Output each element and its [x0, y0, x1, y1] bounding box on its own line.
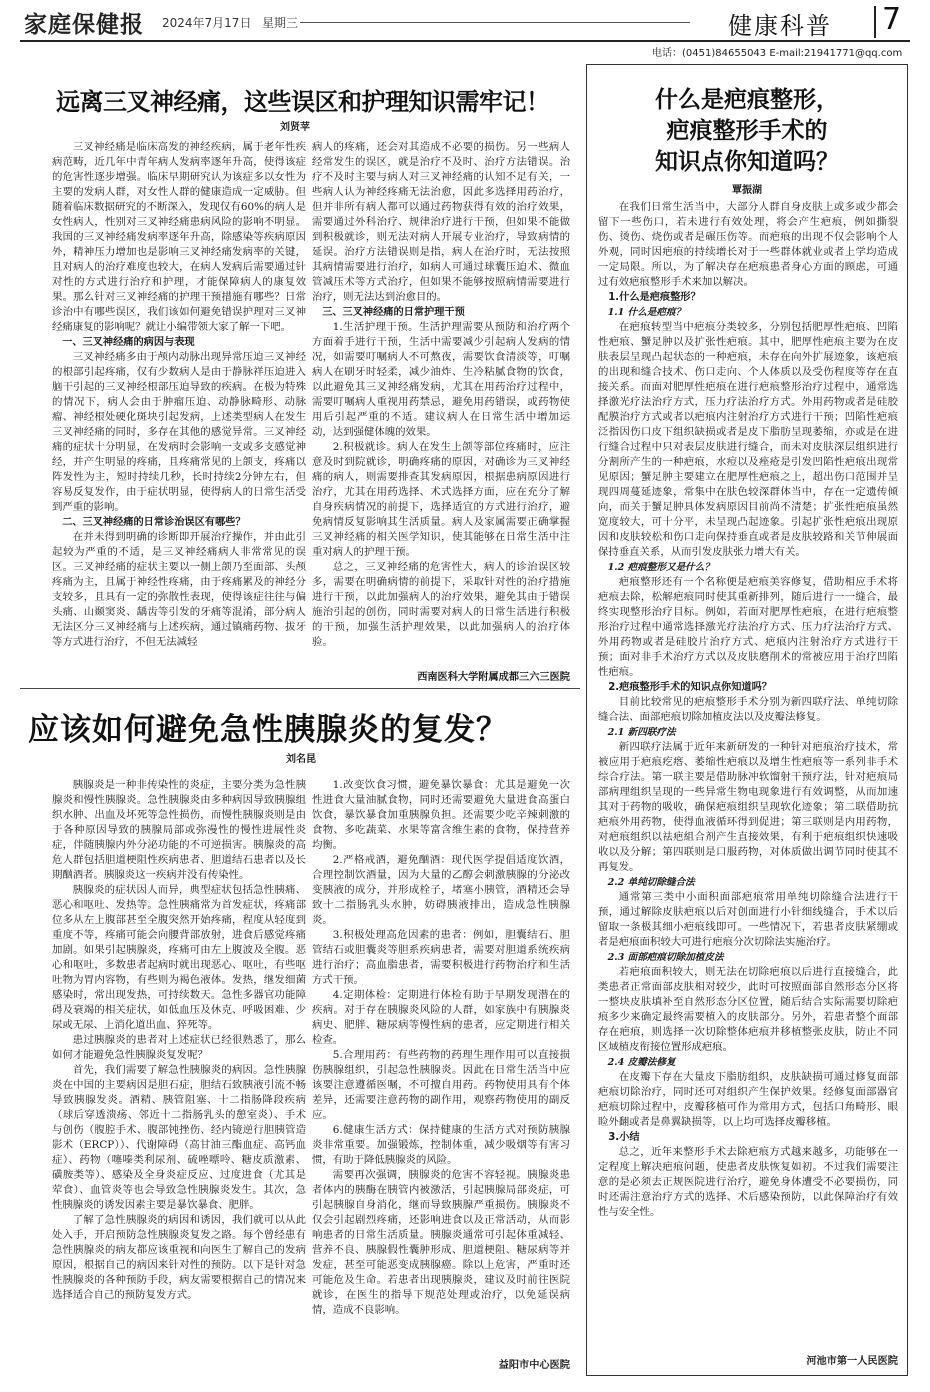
paragraph: 2.积极就诊。病人在发生上颌等部位疼痛时，应注意及时到院就诊，明确疼痛的原因，对确诊为三叉神经痛的病人，则需要排查其发病原因，根据患病原因进行治疗，尤其在用药选择、术式选择方面，应在充分了解自身疾病情况的前提下，选择适宜的方式进行治疗，避免病情反复影响其生活质量。病人及家属需要正确掌握三叉神经痛的相关医学知识，使其能够在日常生活中注重对病人的护理干预。 [312, 441, 570, 558]
article-column [52, 140, 306, 680]
section-name: 健康科普 [728, 12, 832, 40]
minor-heading: 2.4 皮瓣法修复 [607, 1057, 676, 1068]
subheading: 二、三叉神经痛的日常诊治误区有哪些？ [62, 517, 246, 528]
paragraph: 3.积极处理高危因素的患者：例如，胆囊结石、胆管结石或胆囊炎等胆系疾病患者，需要对胆道系统疾病进行治疗；高血脂患者，需要积极进行药物治疗和生活方式干预。 [312, 929, 570, 986]
article-column [312, 140, 570, 665]
minor-heading: 2.1 新四联疗法 [607, 727, 676, 738]
paragraph: 在我们日常生活当中，大部分人群自身皮肤上或多或少都会留下一些伤口，若未进行有效处理，将会产生疤痕，例如撕裂伤、烫伤、烧伤或者是碾压伤等。而疤痕的出现不仅会影响个人外观，同时因疤痕的持续增长对于一些群体就业或者上学均造成一定局限。所以，为了解决存在疤痕患者身心方面的顾虑，可通过有效疤痕整形手术来加以解决。 [598, 201, 898, 288]
paragraph: 总之，近年来整形手术去除疤痕方式越来越多，功能够在一定程度上解决疤痕问题，使患者皮肤恢复如初。不过我们需要注意的是必须去正规医院进行治疗，避免身体遭受不必要损伤，同时还需注意治疗方式的选择、术后感染预防，以此保障治疗有效性与安全性。 [598, 1146, 898, 1218]
masthead-rule [300, 22, 690, 23]
paragraph: 需要再次强调，胰腺炎的危害不容轻视。胰腺炎患者体内的胰酶在胰管内被激活，引起胰腺局部炎症，可引起胰腺自身消化，继而导致胰腺严重损伤。胰腺炎不仅会引起剧烈疼痛，还影响进食以及正常活动，从而影响患者的日常生活质量。胰腺炎通常可引起体重减轻、营养不良、胰腺假性囊肿形成、胆道梗阻、糖尿病等并发症，甚至可能恶变成胰腺癌。除以上危害，严重时还可能危及生命。若患者出现胰腺炎，建议及时前往医院就诊，在医生的指导下规范处理或治疗，以免延误病情，造成不良影响。 [312, 1169, 570, 1316]
minor-heading: 1.2 疤痕整形又是什么？ [607, 562, 714, 573]
article-author: 刘名昆 [286, 754, 316, 765]
article-author: 刘贤苹 [280, 122, 310, 133]
paragraph: 病人的疼痛，还会对其造成不必要的损伤。另一些病人经常发生的误区，就是治疗不及时、治疗方法错误。治疗不及时主要与病人对三叉神经痛的认知不足有关，一些病人认为神经疼痛无法治愈，因此多选择用药治疗，但并非所有病人都可以通过药物获得有效的治疗效果，需要通过外科治疗、规律治疗进行干预，但如果不能做到积极就诊，则无法对病人开展专业治疗，导致病情的延误。治疗方法错误则是指，病人在治疗时，无法按照其病情需要进行治疗，如病人可通过球囊压迫术、微血管减压术等方式治疗，但如果不能够按照病情需要进行治疗，则无法达到治愈目的。 [312, 141, 570, 303]
paragraph: 三叉神经痛多由于颅内动脉出现异常压迫三叉神经的根部引起疼痛，仅有少数病人是由于静脉祥压迫进入脑干引起的三叉神经根部压迫导致的疾病。在极为特殊的情况下，病人会由于肿瘤压迫、动静脉畸形、动脉瘤、神经根处硬化斑块引起发病，上述类型病人在发生三叉神经痛的同时，多存在其他的感觉异常。三叉神经痛的症状十分明显，在发病时会影响一支或多支感觉神经，并产生明显的疼痛，且疼痛常见的上颌支，疼痛以阵发性为主，短时持续几秒，长时持续2分钟左右，但容易反复发作，由于症状明显，使得病人的日常生活受到严重的影响。 [52, 351, 306, 513]
article-column [312, 778, 570, 1356]
paragraph: 疤痕整形还有一个名称便是疤痕美容修复，借助相应手术将疤痕去除，松解疤痕同时使其重新排列，随后进行一一缝合，最终实现整形治疗目标。例如，若面对肥厚性疤痕，在进行疤痕整形治疗过程中通常选择激光疗法治疗方式、压力疗法治疗方式、外用药物或者是硅胶片治疗方式、疤痕内注射治疗方式进行干预；面对非手术治疗方式以及皮肤磨削术的常被应用于治疗凹陷性疤痕。 [598, 576, 898, 678]
paragraph: 胰腺炎的症状因人而异，典型症状包括急性胰痛、恶心和呕吐、发热等。急性胰痛常为首发症状，疼痛部位多从左上腹部甚至全腹突然开始疼痛，程度从轻度到重度不等，疼痛可能会向腰背部放射，进食后感觉疼痛加剧。如果引起胰腺炎，疼痛可由左上腹波及全腹。恶心和呕吐，多数患者起病时就出现恶心、呕吐，有些呕吐物为胃内容物，有些则为褐色液体。发热，继发细菌感染时，常出现发热，可持续数天。急性多器官功能障碍及衰竭的相关症状，如低血压及休克、呼吸困难、少尿或无尿、上消化道出血、猝死等。 [52, 884, 306, 1031]
subheading: 一、三叉神经痛的病因与表现 [62, 337, 195, 348]
article-column [52, 778, 306, 1374]
minor-heading: 2.2 单纯切除缝合法 [607, 877, 695, 888]
minor-heading: 2.3 面部疤痕切除加植皮法 [607, 952, 724, 963]
paragraph: 新四联疗法属于近年来新研发的一种针对疤痕治疗技术，常被应用于疤痕疙瘩、萎缩性疤痕以及增生性疤痕等一系列非手术综合疗法。第一联主要是借助脉冲软馏射干预疗法，针对疤痕局部病理组织呈现的一些异常生物电现象进行有效调整，从而加速其对于药物的吸收，确保疤痕组织呈现软化迹象；第二联借助抗疤痕外用药物，使得血液循环得到促进；第三联则是内用药物，对疤痕组织以祛疤組合剂产生直接效果，有利于疤痕组织快速吸收以及分解；第四联则是口服药物，对体质做出调节同时使其不再复发。 [598, 741, 898, 873]
subheading: 2.疤痕整形手术的知识点你知道吗？ [608, 682, 772, 693]
paragraph: 1.生活护理干预。生活护理需要从预防和治疗两个方面着手进行干预，生活中需要减少引起病人发病的情况，如需要叮嘱病人不可熬夜，需要饮食清淡等，叮嘱病人在刷牙时轻柔，减少油炸、生冷粘腻食物的饮食，以此避免其三叉神经痛发病，尤其在用药治疗过程中，需要叮嘱病人重视用药禁忌，避免用药错误，或药物使用后引起严重的不适。建议病人在日常生活中增加运动，达到强健体魄的效果。 [312, 321, 570, 438]
paragraph: 2.严格戒酒，避免酗酒：现代医学提倡适度饮酒，合理控制饮酒量，因为大量的乙醇会刺激胰腺的分泌改变胰液的成分，并形成栓子，堵塞小胰管，酒精还会导致十二指肠乳头水肿，妨碍胰液排出，造成急性胰腺炎。 [312, 854, 570, 926]
paragraph: 4.定期体检：定期进行体检有助于早期发现潜在的疾病。对于存在胰腺炎风险的人群，如家族中有胰腺炎病史、肥胖、糖尿病等慢性病的患者，应定期进行相关检查。 [312, 989, 570, 1046]
issue-date: 2024年7月17日 [162, 16, 252, 30]
box-title-line: 什么是疤痕整形， [655, 86, 839, 113]
paragraph: 1.改变饮食习惯，避免暴饮暴食：尤其是避免一次性进食大量油腻食物，同时还需要避免大量进食高蛋白饮食，暴饮暴食加重胰腺负担。还需要少吃辛辣刺激的食物、多吃蔬菜、水果等富含维生素的食物，保持营养均衡。 [312, 779, 570, 851]
paragraph: 5.合理用药：有些药物的药理生理作用可以直接损伤胰腺组织，引起急性胰腺炎。因此在日常生活当中应该要注意遵循医嘱，不可擅自用药。药物使用具有个体差异，还需要注意药物的副作用，观察药物使用的副反应。 [312, 1049, 570, 1121]
article-column [598, 200, 898, 1350]
paragraph: 胰腺炎是一种非传染性的炎症，主要分类为急性胰腺炎和慢性胰腺炎。急性胰腺炎由多种病因导致胰腺组织水肿、出血及坏死等急性损伤，而慢性胰腺炎则是由于各种原因导致的胰腺局部或弥漫性的慢性进展性炎症，伴随胰腺内外分泌功能的不可逆损害。胰腺炎的高危人群包括胆道梗阻性疾病患者、胆道结石患者以及长期酗酒者。胰腺炎这一疾病并没有传染性。 [52, 779, 306, 881]
subheading: 三、三叉神经痛的日常护理干预 [322, 307, 465, 318]
article-institution: 河池市第一人民医院 [806, 1356, 898, 1367]
page-number-divider [874, 6, 876, 38]
header-rule-thick [20, 40, 910, 42]
article-title: 应该如何避免急性胰腺炎的复发？ [28, 712, 508, 748]
paragraph: 在疤痕转型当中疤痕分类较多，分别包括肥厚性疤痕、凹陷性疤痕、蟹足肿以及扩张性疤痕。其中，肥厚性疤痕主要为在皮肤表层呈现凸起状态的一种疤痕，未存在向外扩展迹象，该疤痕的出现和缝合技术、伤口走向、个人体质以及受伤程度等存在直接关系。而面对肥厚性疤痕在进行疤痕整形治疗过程中，通常选择激光疗法治疗方式，压力疗法治疗方式。外用药物或者是硅胶配膜治疗方式或者以疤痕内注射治疗方式进行干预；凹陷性疤痕泛指因伤口皮下组织缺损或者是皮下脂肪呈现萎缩，亦或是在进行缝合过程中只对表层皮肤进行缝合，而未对皮肤深层组织进行分割所产生的一种疤痕，水痘以及痤疮是引发凹陷性疤痕出现常见原因；蟹足肿主要建立在肥厚性疤痕之上，超出伤口范围并呈现四周蔓延迹象，常集中在肤色较深群体当中，存在一定遗传倾向，而关于蟹足肿具体发病原因目前尚不清楚；扩张性疤痕虽然宽度较大，可十分平，未呈现凸起迹象。引起扩张性疤痕出现原因和皮肤较松和伤口走向保持垂直或者是皮肤较路和关节伸展面保持垂直关系，从而引发皮肤张力增大有关。 [598, 321, 898, 558]
paragraph: 首先，我们需要了解急性胰腺炎的病因。急性胰腺炎在中国的主要病因是胆石症，胆结石致胰液引流不畅导致胰腺发炎。酒精、胰管阻塞、十二指肠降段疾病（球后穿透溃疡、邻近十二指肠乳头的憩室炎）、手术与创伤（腹腔手术、腹部钝挫伤、经内镜逆行胆胰管造影术（ERCP））、代谢障碍（高甘油三酯血症、高钙血症）、药物（噻嗪类利尿剂、硫唑嘌呤、糖皮质激素、磺胺类等）、感染及全身炎症反应、过度进食（尤其是荤食）、血管炎等也会导致急性胰腺炎发生。其次，急性胰腺炎的诱发因素主要是暴饮暴食、肥胖。 [52, 1064, 306, 1211]
contact-line: 电话：(0451)84655043 E-mail:21941771@qq.com [652, 48, 903, 59]
paragraph: 在皮瓣下存在大量皮下脂肪组织，皮肤缺损可通过修复面部疤痕切除治疗，同时还可对组织产生保护效果。经修复面部器官疤痕切除过程中，皮瓣移植可作为常用方式，包括口角畸形、眼睑外翻或者是鼻翼缺损等，以上均可选择皮瓣移植。 [598, 1071, 898, 1128]
paragraph: 通常第三类中小面积面部疤痕常用单纯切除缝合法进行干预，通过解除皮肤疤痕以后对创面进行小针细线缝合，手术以后留取一条极其细小疤痕线即可。一些情况下，若患者皮肤紧绷或者是疤痕面积较大可进行疤痕分次切除法实施治疗。 [598, 891, 898, 948]
paragraph: 若疤痕面积较大，则无法在切除疤痕以后进行直接缝合，此类患者正常面部皮肤相对较少，此时可按照面部自然形态分区将一整块皮肤填补至自然形态分区位置，随后结合实际需要切除疤痕多少来确定最终需要植入的皮肤部分。另外，若患者整个面部存在疤痕，则选择一次切除整体疤痕并移植整张皮肤，防止不同区域植皮衔接位置形成疤痕。 [598, 966, 898, 1053]
paragraph: 患过胰腺炎的患者对上述症状已经很熟悉了，那么如何才能避免急性胰腺炎复发呢？ [52, 1034, 306, 1061]
masthead [0, 0, 930, 62]
article-title: 远离三叉神经痛，这些误区和护理知识需牢记！ [56, 87, 550, 116]
box-title-line: 疤痕整形手术的 [666, 117, 828, 144]
article-institution: 西南医科大学附属成都三六三医院 [417, 672, 570, 683]
paragraph: 了解了急性胰腺炎的病因和诱因，我们就可以从此处入手，开启预防急性胰腺炎复发之路。每个曾经患有急性胰腺炎的病友都应该重视和向医生了解自己的发病原因，根据自己的病因来针对性的预防。以下是针对急性胰腺炎的各种预防手段，病友需要根据自己的情况来选择适合自己的预防复发方式。 [52, 1214, 306, 1301]
subheading: 1.什么是疤痕整形？ [608, 292, 701, 303]
paragraph: 三叉神经痛是临床高发的神经疾病，属于老年性疾病范畴，近几年中青年病人发病率逐年升高，使得该症的危害性逐步增强。临床早期研究认为该症多以女性为主要的发病人群，对女性人群的健康造成一定威胁。但随着临床数据研究的不断深入，发现仅有60%的病人是女性病人，性别对三叉神经痛患病风险的影响不明显。我国的三叉神经痛发病率逐年升高，除感染等疾病原因外，精神压力增加也是影响三叉神经痛发病率的关键，且对病人的治疗难度也较大，在病人发病后需要通过针对性的方式进行治疗和护理，才能保障病人的康复效果。那么针对三叉神经痛的护理干预措施有哪些？日常诊治中有哪些误区，我们该如何避免错误护理对三叉神经痛康复的影响呢？就让小编带领大家了解一下吧。 [52, 141, 306, 333]
box-title [596, 84, 898, 177]
section-divider [20, 688, 580, 689]
article-institution: 益阳市中心医院 [498, 1360, 570, 1371]
subheading: 3.小结 [608, 1132, 640, 1143]
paper-name: 家庭保健报 [24, 11, 144, 38]
paragraph: 总之，三叉神经痛的危害性大，病人的诊治误区较多，需要在明确病情的前提下，采取针对性的治疗措施进行干预，以此加强病人的治疗效果，避免其由于错误施治引起的创伤，同时需要对病人的日常生活进行积极的干预，加强生活护理效果，以此加强病人的治疗体验。 [312, 561, 570, 648]
article-author: 覃振湖 [732, 185, 762, 196]
paragraph: 在并未得到明确的诊断即开展治疗操作，并由此引起较为严重的不适，是三叉神经痛病人非常常见的误区。三叉神经痛的症状主要以一侧上颌乃至面部、头颅疼痛为主，且属于神经性疼痛，由于疼痛累及的神经分支较多，且具有一定的弥散性表现，使得该症往往与偏头痛、山颞窦炎、龋齿等引发的牙痛等混淆，部分病人无法区分三叉神经痛与上述疾病，通过镇痛药物、拔牙等方式进行治疗，不但无法减轻 [52, 531, 306, 648]
paragraph: 目前比较常见的疤痕整形手术分别为新四联疗法、单纯切除缝合法、面部疤痕切除加植皮法以及皮瓣法修复。 [598, 696, 898, 723]
issue-weekday: 星期三 [262, 16, 299, 30]
box-title-line: 知识点你知道吗？ [655, 148, 839, 175]
paragraph: 6.健康生活方式：保持健康的生活方式对预防胰腺炎非常重要。加强锻炼，控制体重，减少吸烟等有害习惯，有助于降低胰腺炎的风险。 [312, 1124, 570, 1166]
page-number: 7 [882, 2, 902, 37]
minor-heading: 1.1 什么是疤痕？ [607, 307, 686, 318]
